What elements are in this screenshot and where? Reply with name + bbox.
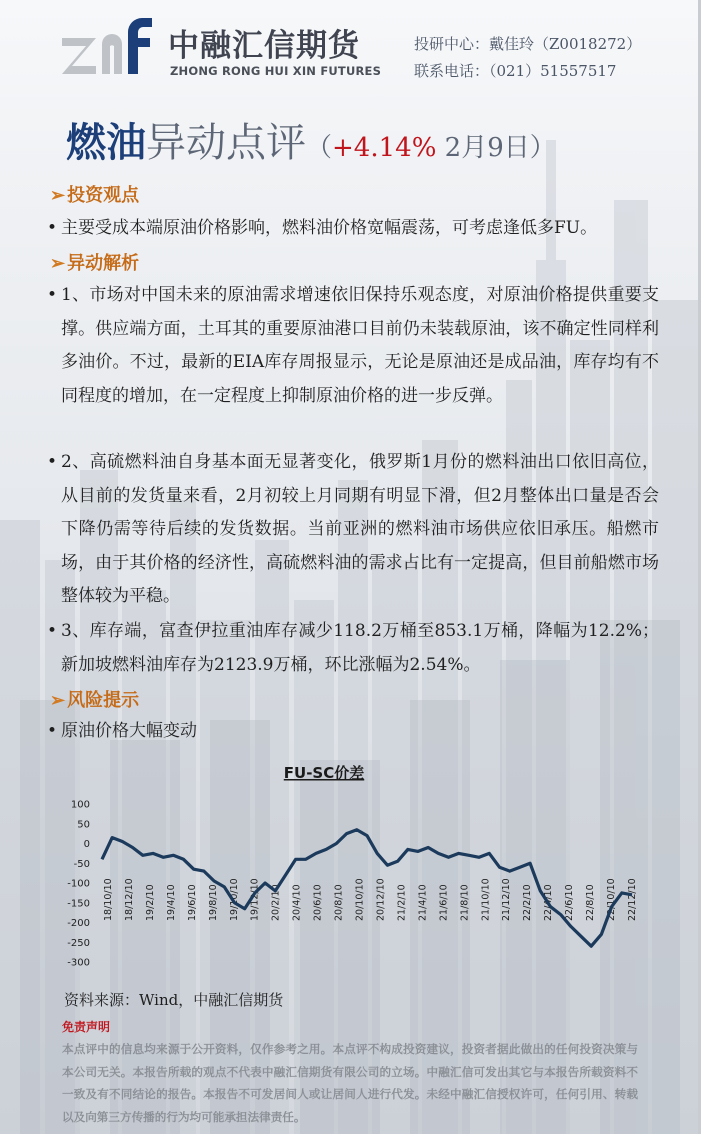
analysis-bullet-2 bbox=[47, 446, 659, 614]
bullet-icon: • bbox=[47, 285, 58, 305]
x-tick-label: 22/12/10 bbox=[627, 878, 638, 921]
x-tick-label: 19/10/10 bbox=[228, 878, 240, 921]
data-source: 资料来源：Wind，中融汇信期货 bbox=[64, 991, 284, 1009]
x-tick-label: 19/4/10 bbox=[165, 884, 177, 921]
risk-bullet bbox=[47, 715, 659, 749]
x-tick-label: 22/4/10 bbox=[543, 884, 555, 921]
y-tick-label: 100 bbox=[70, 799, 90, 811]
x-tick-label: 20/4/10 bbox=[291, 884, 303, 921]
x-tick-label: 20/6/10 bbox=[312, 884, 324, 921]
company-name-cn: 中融汇信期货 bbox=[168, 28, 360, 64]
disclaimer-body: 本点评中的信息均来源于公开资料，仅作参考之用。本点评不构成投资建议，投资者据此做出的任何投资决策与本公司无关。本报告所载的观点不代表中融汇信期货有限公司的立场。中融汇信可发出其它与本报告所载资料不一致及有不同结论的报告。本报告不可发居间人或让居间人进行代发。未经中融汇信授权许可，任何引用、转载以及向第三方传播的行为均可能承担法律责任。 bbox=[62, 1042, 638, 1124]
x-tick-label: 19/2/10 bbox=[144, 884, 156, 921]
x-tick-label: 18/12/10 bbox=[123, 878, 135, 921]
company-name-en: ZHONG RONG HUI XIN FUTURES bbox=[170, 64, 382, 78]
x-tick-label: 21/8/10 bbox=[459, 884, 471, 921]
x-tick-label: 19/12/10 bbox=[249, 878, 261, 921]
x-tick-label: 21/4/10 bbox=[417, 884, 429, 921]
x-tick-label: 19/8/10 bbox=[207, 884, 219, 921]
title-type: 异动点评 bbox=[146, 120, 306, 166]
x-tick-label: 21/12/10 bbox=[501, 878, 513, 921]
x-tick-label: 20/10/10 bbox=[354, 878, 366, 921]
fu-sc-spread-chart bbox=[60, 756, 660, 981]
x-tick-label: 22/6/10 bbox=[564, 884, 576, 921]
bullet-icon: • bbox=[47, 621, 58, 641]
x-tick-label: 22/8/10 bbox=[585, 884, 597, 921]
bullet-text: 1、市场对中国未来的原油需求增速依旧保持乐观态度，对原油价格提供重要支撑。供应端方面，土耳其的重要原油港口目前仍未装载原油，该不确定性同样利多油价。不过，最新的EIA库存周报显示，无论是原油还是成品油，库存均有不同程度的增加，在一定程度上抑制原油价格的进一步反弹。 bbox=[61, 285, 659, 406]
y-tick-label: -100 bbox=[67, 878, 90, 890]
y-tick-label: -50 bbox=[73, 858, 90, 870]
company-logo-mark bbox=[62, 14, 162, 80]
bullet-icon: • bbox=[47, 452, 58, 472]
x-tick-label: 18/10/10 bbox=[103, 878, 114, 921]
x-tick-label: 21/10/10 bbox=[480, 878, 492, 921]
y-tick-label: -250 bbox=[67, 937, 90, 949]
contact-phone: 联系电话：（021）51557517 bbox=[414, 62, 617, 80]
arrow-icon: ➢ bbox=[50, 253, 66, 274]
section-heading-risk bbox=[50, 686, 139, 712]
section-heading-label: 风险提示 bbox=[67, 690, 140, 711]
arrow-icon: ➢ bbox=[50, 690, 66, 711]
x-tick-label: 20/2/10 bbox=[270, 884, 282, 921]
title-change: +4.14% bbox=[332, 133, 437, 163]
bullet-text: 2、高硫燃料油自身基本面无显著变化，俄罗斯1月份的燃料油出口依旧高位，从目前的发货量来看，2月初较上月同期有明显下滑，但2月整体出口量是否会下降仍需等待后续的发货数据。当前亚洲的燃料油市场供应依旧承压。船燃市场，由于其价格的经济性，高硫燃料油的需求占比有一定提高，但目前船燃市场整体较为平稳。 bbox=[61, 452, 659, 606]
bullet-icon: • bbox=[47, 218, 58, 238]
chart-title: FU-SC价差 bbox=[283, 764, 365, 782]
title-product: 燃油 bbox=[66, 119, 146, 166]
section-heading-view bbox=[50, 181, 139, 207]
x-tick-label: 22/2/10 bbox=[522, 884, 534, 921]
title-date: 2月9日） bbox=[436, 133, 556, 163]
bullet-text: 主要受成本端原油价格影响，燃料油价格宽幅震荡，可考虑逢低多FU。 bbox=[61, 218, 598, 238]
view-bullet bbox=[47, 212, 659, 246]
y-tick-label: 50 bbox=[77, 819, 90, 831]
contact-analyst: 投研中心：戴佳玲（Z0018272） bbox=[414, 35, 642, 53]
analysis-bullet-1 bbox=[47, 279, 659, 413]
bullet-text: 3、库存端，富查伊拉重油库存减少118.2万桶至853.1万桶，降幅为12.2%；新加坡燃料油库存为2123.9万桶，环比涨幅为2.54%。 bbox=[61, 621, 659, 675]
bullet-text: 原油价格大幅变动 bbox=[61, 721, 197, 741]
disclaimer-title: 免责声明 bbox=[62, 1020, 111, 1034]
x-tick-label: 19/6/10 bbox=[186, 884, 198, 921]
x-tick-label: 22/10/10 bbox=[606, 878, 618, 921]
x-tick-label: 21/6/10 bbox=[438, 884, 450, 921]
x-tick-label: 20/12/10 bbox=[375, 878, 387, 921]
x-tick-label: 21/2/10 bbox=[396, 884, 408, 921]
arrow-icon: ➢ bbox=[50, 185, 66, 206]
section-heading-label: 异动解析 bbox=[67, 253, 140, 274]
title-paren: （ bbox=[306, 133, 333, 163]
report-title bbox=[66, 111, 556, 168]
y-tick-label: 0 bbox=[83, 839, 90, 850]
y-tick-label: -200 bbox=[67, 918, 90, 929]
section-heading-analysis bbox=[50, 249, 139, 275]
x-tick-label: 20/8/10 bbox=[333, 884, 345, 921]
y-tick-label: -300 bbox=[67, 957, 90, 969]
y-tick-label: -150 bbox=[67, 898, 90, 910]
bullet-icon: • bbox=[47, 721, 58, 741]
section-heading-label: 投资观点 bbox=[67, 185, 140, 206]
analysis-bullet-3 bbox=[47, 615, 659, 682]
